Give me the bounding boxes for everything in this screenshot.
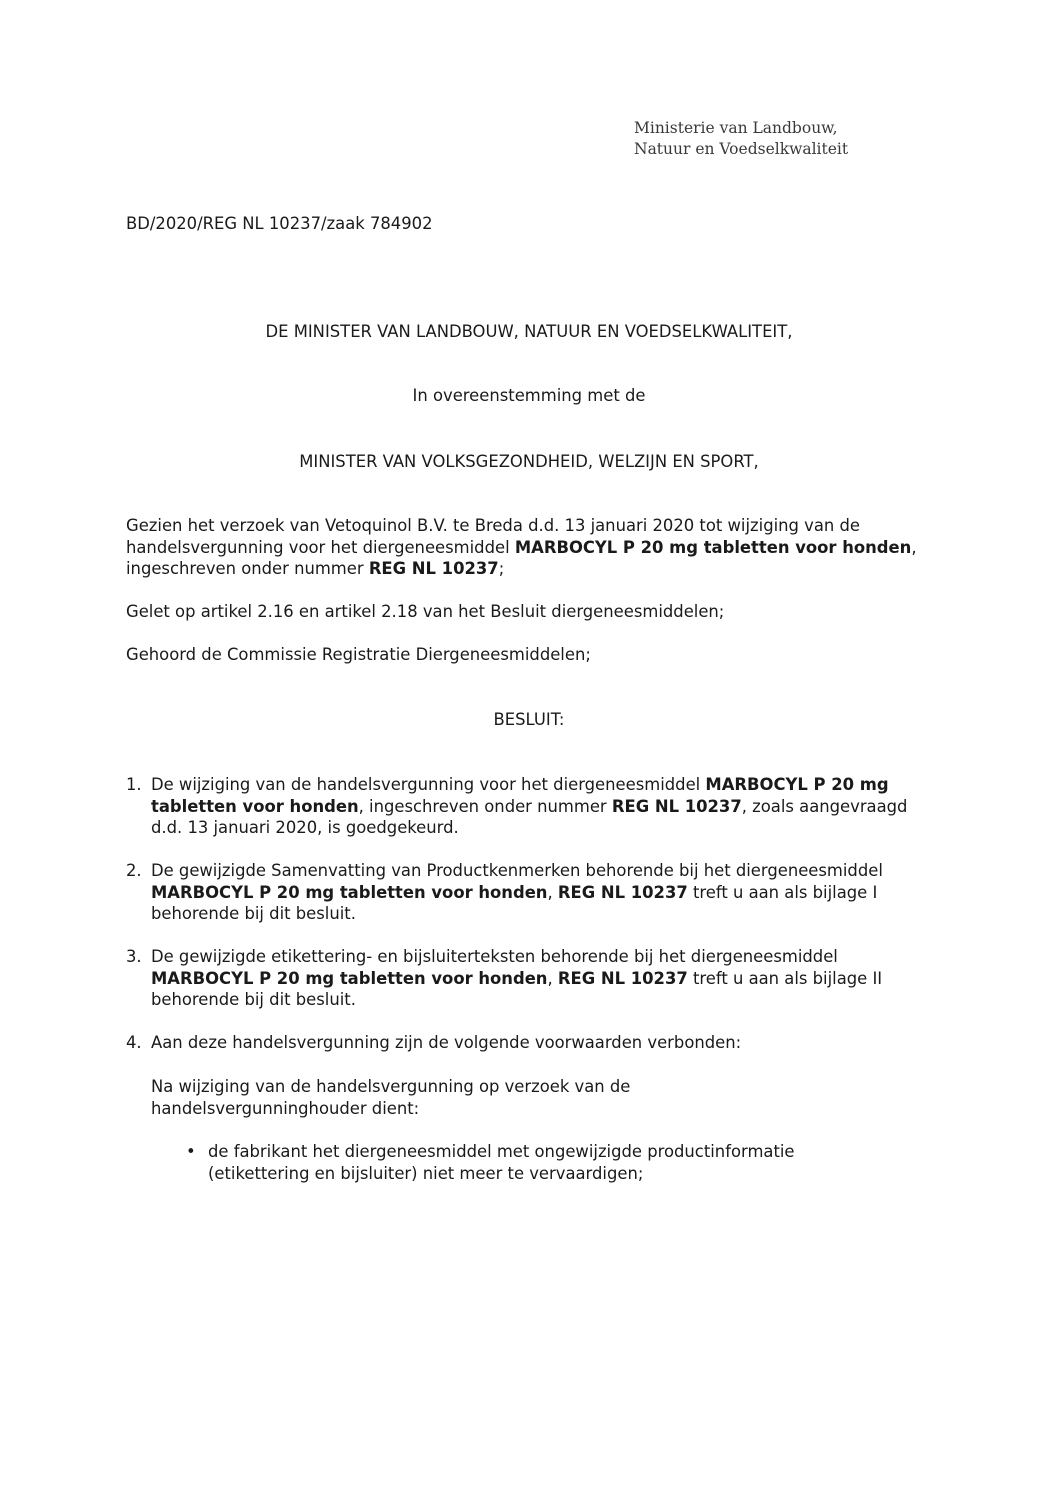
item-text xyxy=(151,860,916,925)
agreement-line: In overeenstemming met de xyxy=(412,386,646,405)
item-number: 1. xyxy=(126,775,142,794)
registration-number: REG NL 10237 xyxy=(368,559,499,578)
product-name: MARBOCYL P 20 mg tabletten voor honden xyxy=(151,775,889,816)
item-text: Aan deze handelsvergunning zijn de volgende voorwaarden verbonden: xyxy=(151,1033,742,1052)
gezien-paragraph xyxy=(126,515,926,580)
decision-item-3 xyxy=(126,946,916,1011)
bullet-text: de fabrikant het diergeneesmiddel met ongewijzigde productinformatie (etikettering en bijsluiter) niet meer te vervaardigen; xyxy=(208,1142,795,1183)
item-number: 3. xyxy=(126,947,142,966)
ministry-line-1: Ministerie van Landbouw, xyxy=(634,119,838,137)
product-name: MARBOCYL P 20 mg tabletten voor honden xyxy=(151,968,548,988)
item-text-2: , xyxy=(547,882,558,902)
item-text-3: , zoals aangevraagd d.d. 13 januari 2020, is goedgekeurd. xyxy=(151,796,908,837)
gehoord-paragraph: Gehoord de Commissie Registratie Diergeneesmiddelen; xyxy=(126,645,591,664)
decision-item-2 xyxy=(126,860,916,925)
registration-number: REG NL 10237 xyxy=(557,882,688,902)
item-number: 2. xyxy=(126,861,142,880)
item-text-3: treft u aan als bijlage II behorende bij dit besluit. xyxy=(151,968,883,1009)
registration-number: REG NL 10237 xyxy=(557,968,688,988)
item-text-3: treft u aan als bijlage I behorende bij dit besluit. xyxy=(151,882,878,923)
item-number: 4. xyxy=(126,1033,142,1052)
gelet-paragraph: Gelet op artikel 2.16 en artikel 2.18 van het Besluit diergeneesmiddelen; xyxy=(126,602,725,621)
item-text-1: De gewijzigde Samenvatting van Productkenmerken behorende bij het diergeneesmiddel xyxy=(151,861,883,880)
minister2-title: MINISTER VAN VOLKSGEZONDHEID, WELZIJN EN SPORT, xyxy=(299,452,759,471)
item-text xyxy=(151,946,916,1011)
item-text-1: De gewijzigde etikettering- en bijsluiterteksten behorende bij het diergeneesmiddel xyxy=(151,947,838,966)
item-text-2: , ingeschreven onder nummer xyxy=(358,796,612,816)
ministry-line-2: Natuur en Voedselkwaliteit xyxy=(634,140,849,158)
gezien-text-3: ; xyxy=(498,559,505,578)
ministry-logo-text xyxy=(634,118,848,160)
minister-title: DE MINISTER VAN LANDBOUW, NATUUR EN VOEDSELKWALITEIT, xyxy=(265,322,793,341)
gezien-text-2: , ingeschreven onder nummer xyxy=(126,537,917,578)
item-text-2: , xyxy=(547,968,558,988)
condition-bullet xyxy=(186,1141,886,1184)
decision-item-4 xyxy=(126,1032,916,1054)
condition-intro: Na wijziging van de handelsvergunning op verzoek van de handelsvergunninghouder dient: xyxy=(151,1077,631,1118)
bullet-icon: • xyxy=(186,1142,196,1161)
reference-number: BD/2020/REG NL 10237/zaak 784902 xyxy=(126,214,433,233)
registration-number: REG NL 10237 xyxy=(611,796,742,816)
decision-item-1 xyxy=(126,774,916,839)
gezien-text-1: Gezien het verzoek van Vetoquinol B.V. te Breda d.d. 13 januari 2020 tot wijziging van de handelsvergunning voor het diergeneesmiddel xyxy=(126,516,860,557)
item-text-1: De wijziging van de handelsvergunning voor het diergeneesmiddel xyxy=(151,775,706,794)
besluit-heading: BESLUIT: xyxy=(493,710,565,729)
product-name: MARBOCYL P 20 mg tabletten voor honden xyxy=(514,537,912,557)
product-name: MARBOCYL P 20 mg tabletten voor honden xyxy=(151,882,548,902)
item-text xyxy=(151,774,916,839)
